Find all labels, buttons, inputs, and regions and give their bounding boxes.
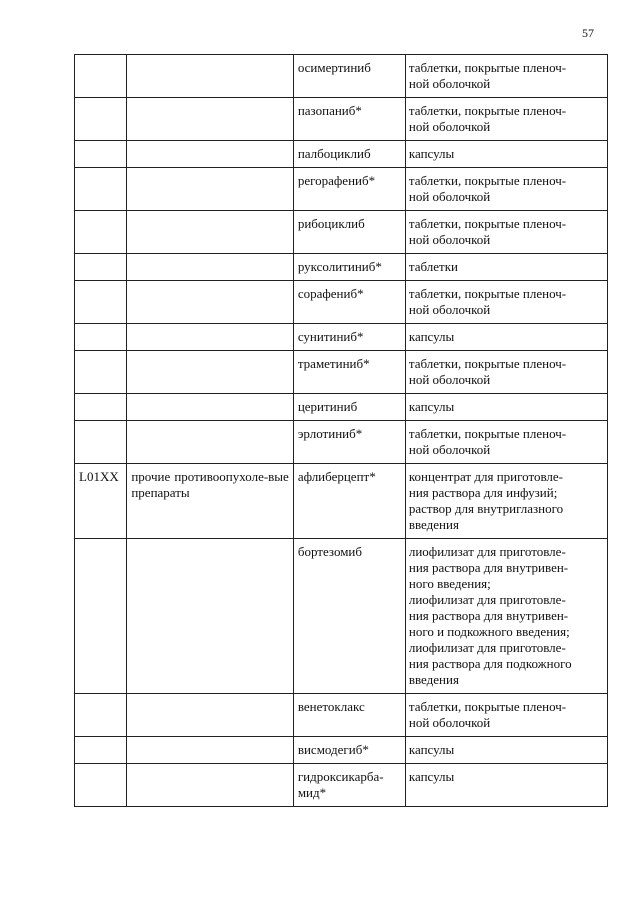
- drug-group-cell: [127, 324, 293, 351]
- dosage-form-line: капсулы: [408, 399, 455, 414]
- dosage-form-line: таблетки, покрытые пленоч-: [408, 356, 567, 371]
- dosage-form-cell: [405, 168, 607, 211]
- drug-name-cell: пазопаниб*: [293, 98, 405, 141]
- drug-name-cell: руксолитиниб*: [293, 254, 405, 281]
- atc-code-cell: [75, 281, 127, 324]
- table-row: [75, 254, 608, 281]
- dosage-form-cell: [405, 254, 607, 281]
- table-row: [75, 324, 608, 351]
- drug-name-cell: траметиниб*: [293, 351, 405, 394]
- drug-name-cell: висмодегиб*: [293, 737, 405, 764]
- dosage-form-line: лиофилизат для приготовле-: [408, 640, 566, 655]
- drug-name-cell: венетоклакс: [293, 694, 405, 737]
- dosage-form-line: ной оболочкой: [408, 302, 491, 317]
- dosage-form-line: таблетки, покрытые пленоч-: [408, 426, 567, 441]
- dosage-form-line: капсулы: [408, 742, 455, 757]
- dosage-form-line: таблетки, покрытые пленоч-: [408, 103, 567, 118]
- drug-name-cell: осимертиниб: [293, 55, 405, 98]
- table-row: [75, 694, 608, 737]
- dosage-form-line: капсулы: [408, 146, 455, 161]
- drug-name-cell: афлиберцепт*: [293, 464, 405, 539]
- drug-group-cell: [127, 254, 293, 281]
- atc-code-cell: [75, 211, 127, 254]
- dosage-form-line: таблетки, покрытые пленоч-: [408, 699, 567, 714]
- drug-name-cell: церитиниб: [293, 394, 405, 421]
- atc-code-cell: [75, 394, 127, 421]
- drug-group-cell: [127, 168, 293, 211]
- drug-group-cell: [127, 55, 293, 98]
- dosage-form-line: ния раствора для внутривен-: [408, 560, 569, 575]
- table-row: [75, 351, 608, 394]
- dosage-form-line: ния раствора для подкожного: [408, 656, 572, 671]
- table-row: [75, 168, 608, 211]
- dosage-form-line: таблетки, покрытые пленоч-: [408, 173, 567, 188]
- drug-name-cell: эрлотиниб*: [293, 421, 405, 464]
- dosage-form-line: таблетки, покрытые пленоч-: [408, 216, 567, 231]
- dosage-form-cell: [405, 394, 607, 421]
- dosage-form-cell: [405, 281, 607, 324]
- dosage-form-line: ного введения;: [408, 576, 491, 591]
- atc-code-cell: [75, 539, 127, 694]
- dosage-form-line: ной оболочкой: [408, 119, 491, 134]
- dosage-form-cell: [405, 737, 607, 764]
- dosage-form-line: таблетки, покрытые пленоч-: [408, 60, 567, 75]
- atc-code-cell: [75, 737, 127, 764]
- dosage-form-line: ного и подкожного введения;: [408, 624, 570, 639]
- dosage-form-line: таблетки, покрытые пленоч-: [408, 286, 567, 301]
- dosage-form-cell: [405, 211, 607, 254]
- table-row: [75, 737, 608, 764]
- table-row: [75, 211, 608, 254]
- table-row: [75, 464, 608, 539]
- dosage-form-line: ной оболочкой: [408, 715, 491, 730]
- dosage-form-line: ной оболочкой: [408, 76, 491, 91]
- atc-code-cell: [75, 694, 127, 737]
- drug-group-cell: [127, 141, 293, 168]
- dosage-form-line: раствор для внутриглазного: [408, 501, 564, 516]
- dosage-form-line: ной оболочкой: [408, 372, 491, 387]
- table-row: [75, 421, 608, 464]
- dosage-form-line: капсулы: [408, 329, 455, 344]
- drug-group-cell: [127, 764, 293, 807]
- dosage-form-cell: [405, 464, 607, 539]
- dosage-form-cell: [405, 98, 607, 141]
- dosage-form-line: ной оболочкой: [408, 442, 491, 457]
- dosage-form-cell: [405, 764, 607, 807]
- dosage-form-line: капсулы: [408, 769, 455, 784]
- page-number: 57: [582, 26, 594, 40]
- atc-code-cell: [75, 421, 127, 464]
- atc-code-cell: [75, 351, 127, 394]
- dosage-form-line: концентрат для приготовле-: [408, 469, 564, 484]
- drug-table: [74, 54, 608, 807]
- drug-group-cell: [127, 694, 293, 737]
- dosage-form-line: ния раствора для инфузий;: [408, 485, 558, 500]
- drug-name-cell: гидроксикарба-мид*: [293, 764, 405, 807]
- table-row: [75, 55, 608, 98]
- drug-group-cell: [127, 351, 293, 394]
- drug-group-cell: [127, 394, 293, 421]
- drug-name-cell: рибоциклиб: [293, 211, 405, 254]
- dosage-form-cell: [405, 539, 607, 694]
- atc-code-cell: [75, 324, 127, 351]
- atc-code-cell: [75, 98, 127, 141]
- dosage-form-line: таблетки: [408, 259, 458, 274]
- dosage-form-line: лиофилизат для приготовле-: [408, 544, 566, 559]
- dosage-form-cell: [405, 141, 607, 168]
- dosage-form-cell: [405, 324, 607, 351]
- drug-name-cell: регорафениб*: [293, 168, 405, 211]
- atc-code-cell: [75, 141, 127, 168]
- table-row: [75, 141, 608, 168]
- drug-name-cell: бортезомиб: [293, 539, 405, 694]
- dosage-form-line: ной оболочкой: [408, 189, 491, 204]
- table-row: [75, 764, 608, 807]
- drug-name-cell: сорафениб*: [293, 281, 405, 324]
- dosage-form-line: введения: [408, 672, 459, 687]
- table-row: [75, 539, 608, 694]
- dosage-form-cell: [405, 351, 607, 394]
- drug-group-cell: [127, 421, 293, 464]
- drug-group-cell: прочие противоопухоле-вые препараты: [127, 464, 293, 539]
- dosage-form-line: ной оболочкой: [408, 232, 491, 247]
- atc-code-cell: [75, 55, 127, 98]
- dosage-form-cell: [405, 421, 607, 464]
- drug-name-cell: сунитиниб*: [293, 324, 405, 351]
- atc-code-cell: L01XX: [75, 464, 127, 539]
- dosage-form-line: лиофилизат для приготовле-: [408, 592, 566, 607]
- dosage-form-cell: [405, 55, 607, 98]
- table-row: [75, 281, 608, 324]
- table-row: [75, 98, 608, 141]
- drug-group-cell: [127, 98, 293, 141]
- drug-group-cell: [127, 737, 293, 764]
- dosage-form-line: введения: [408, 517, 459, 532]
- dosage-form-cell: [405, 694, 607, 737]
- atc-code-cell: [75, 168, 127, 211]
- drug-group-cell: [127, 281, 293, 324]
- atc-code-cell: [75, 254, 127, 281]
- table-row: [75, 394, 608, 421]
- table-body: [75, 55, 608, 807]
- drug-group-cell: [127, 211, 293, 254]
- drug-name-cell: палбоциклиб: [293, 141, 405, 168]
- dosage-form-line: ния раствора для внутривен-: [408, 608, 569, 623]
- drug-group-cell: [127, 539, 293, 694]
- atc-code-cell: [75, 764, 127, 807]
